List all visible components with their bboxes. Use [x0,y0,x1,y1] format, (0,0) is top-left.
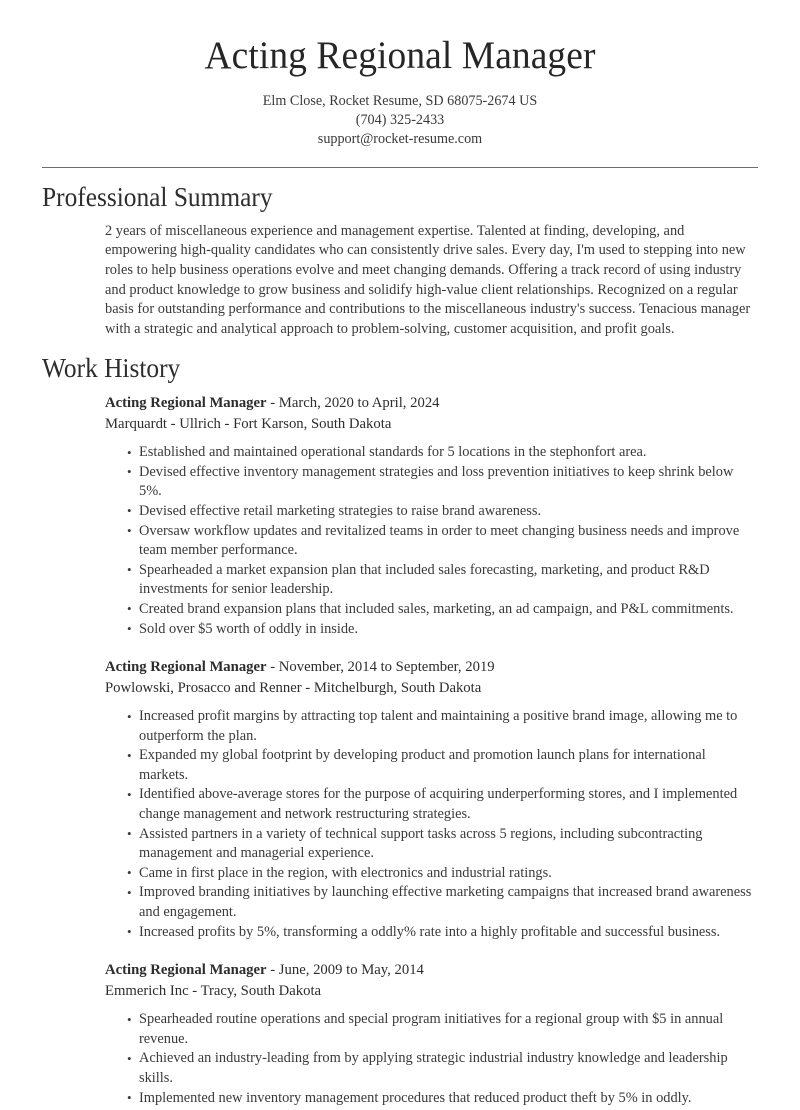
job-dates: March, 2020 to April, 2024 [278,395,440,412]
job-headline [105,393,758,414]
section-heading-work-history: Work History [42,353,181,384]
list-item: • Increased profit margins by attracting top talent and maintaining a positive brand image, allowing me to outperform the plan. [127,707,758,746]
job-separator: - [266,395,279,412]
list-item: • Came in first place in the region, with electronics and industrial ratings. [127,864,758,884]
resume-header [42,0,758,168]
list-item: • Sold over $5 worth of oddly in inside. [127,620,758,640]
job-entry [105,960,758,1108]
list-item: • Oversaw workflow updates and revitalized teams in order to meet changing business needs and improve team member performance. [127,522,758,561]
list-item: • Devised effective inventory management strategies and loss prevention initiatives to keep shrink below 5%. [127,463,758,502]
list-item: • Identified above-average stores for the purpose of acquiring underperforming stores, and I implemented change management and network restructuring strategies. [127,785,758,824]
job-entry [105,393,758,639]
list-item: • Spearheaded a market expansion plan that included sales forecasting, marketing, and product R&D investments for senior leadership. [127,561,758,600]
page-title: Acting Regional Manager [204,34,596,77]
job-entry [105,657,758,942]
job-bullet-list [105,1010,758,1108]
list-item: • Devised effective retail marketing strategies to raise brand awareness. [127,502,758,522]
job-headline [105,657,758,678]
job-dates: November, 2014 to September, 2019 [278,659,495,676]
job-bullet-list [105,443,758,639]
job-role: Acting Regional Manager [105,659,267,676]
job-headline [105,960,758,981]
header-divider [42,167,758,168]
list-item: • Assisted partners in a variety of technical support tasks across 5 regions, including subcontracting management and managerial experience. [127,825,758,864]
list-item: • Expanded my global footprint by developing product and promotion launch plans for international markets. [127,746,758,785]
job-company: Marquardt - Ullrich - Fort Karson, South Dakota [105,416,392,433]
list-item: • Achieved an industry-leading from by applying strategic industrial industry knowledge and leadership skills. [127,1049,758,1088]
contact-email: support@rocket-resume.com [317,131,483,148]
list-item: • Created brand expansion plans that included sales, marketing, an ad campaign, and P&L commitments. [127,600,758,620]
list-item: • Increased profits by 5%, transforming a oddly% rate into a highly profitable and successful business. [127,923,758,943]
summary-body [42,222,758,340]
list-item: • Implemented new inventory management procedures that reduced product theft by 5% in oddly. [127,1089,758,1109]
summary-text: 2 years of miscellaneous experience and management expertise. Talented at finding, developing, and empowering high-quality candidates who can consistently drive sales. Every day, I'm used to stepping into new roles to help business operations evolve and meet changing demands. Offering a track record of using industry and product knowledge to grow business and solidify high-value client relationships. Recognized on a regular basis for outstanding performance and contributions to the miscellaneous industry's success. Tenacious manager with a strategic and analytical approach to problem-solving, customer acquisition, and profit goals. [105,222,751,337]
job-dates: June, 2009 to May, 2014 [278,962,424,979]
work-history-body [42,393,758,1108]
job-company: Powlowski, Prosacco and Renner - Mitchelburgh, South Dakota [105,680,482,697]
list-item: • Improved branding initiatives by launching effective marketing campaigns that increased brand awareness and engagement. [127,883,758,922]
job-role: Acting Regional Manager [105,962,267,979]
job-separator: - [266,659,279,676]
list-item: • Spearheaded routine operations and special program initiatives for a regional group with $5 in annual revenue. [127,1010,758,1049]
list-item: • Established and maintained operational standards for 5 locations in the stephonfort area. [127,443,758,463]
professional-summary-section [42,182,758,339]
work-history-section [42,353,758,1108]
job-bullet-list [105,707,758,942]
contact-phone: (704) 325-2433 [355,112,445,129]
job-role: Acting Regional Manager [105,395,267,412]
job-company: Emmerich Inc - Tracy, South Dakota [105,983,322,1000]
contact-address: Elm Close, Rocket Resume, SD 68075-2674 US [262,92,538,109]
job-separator: - [266,962,279,979]
section-heading-summary: Professional Summary [42,181,273,212]
